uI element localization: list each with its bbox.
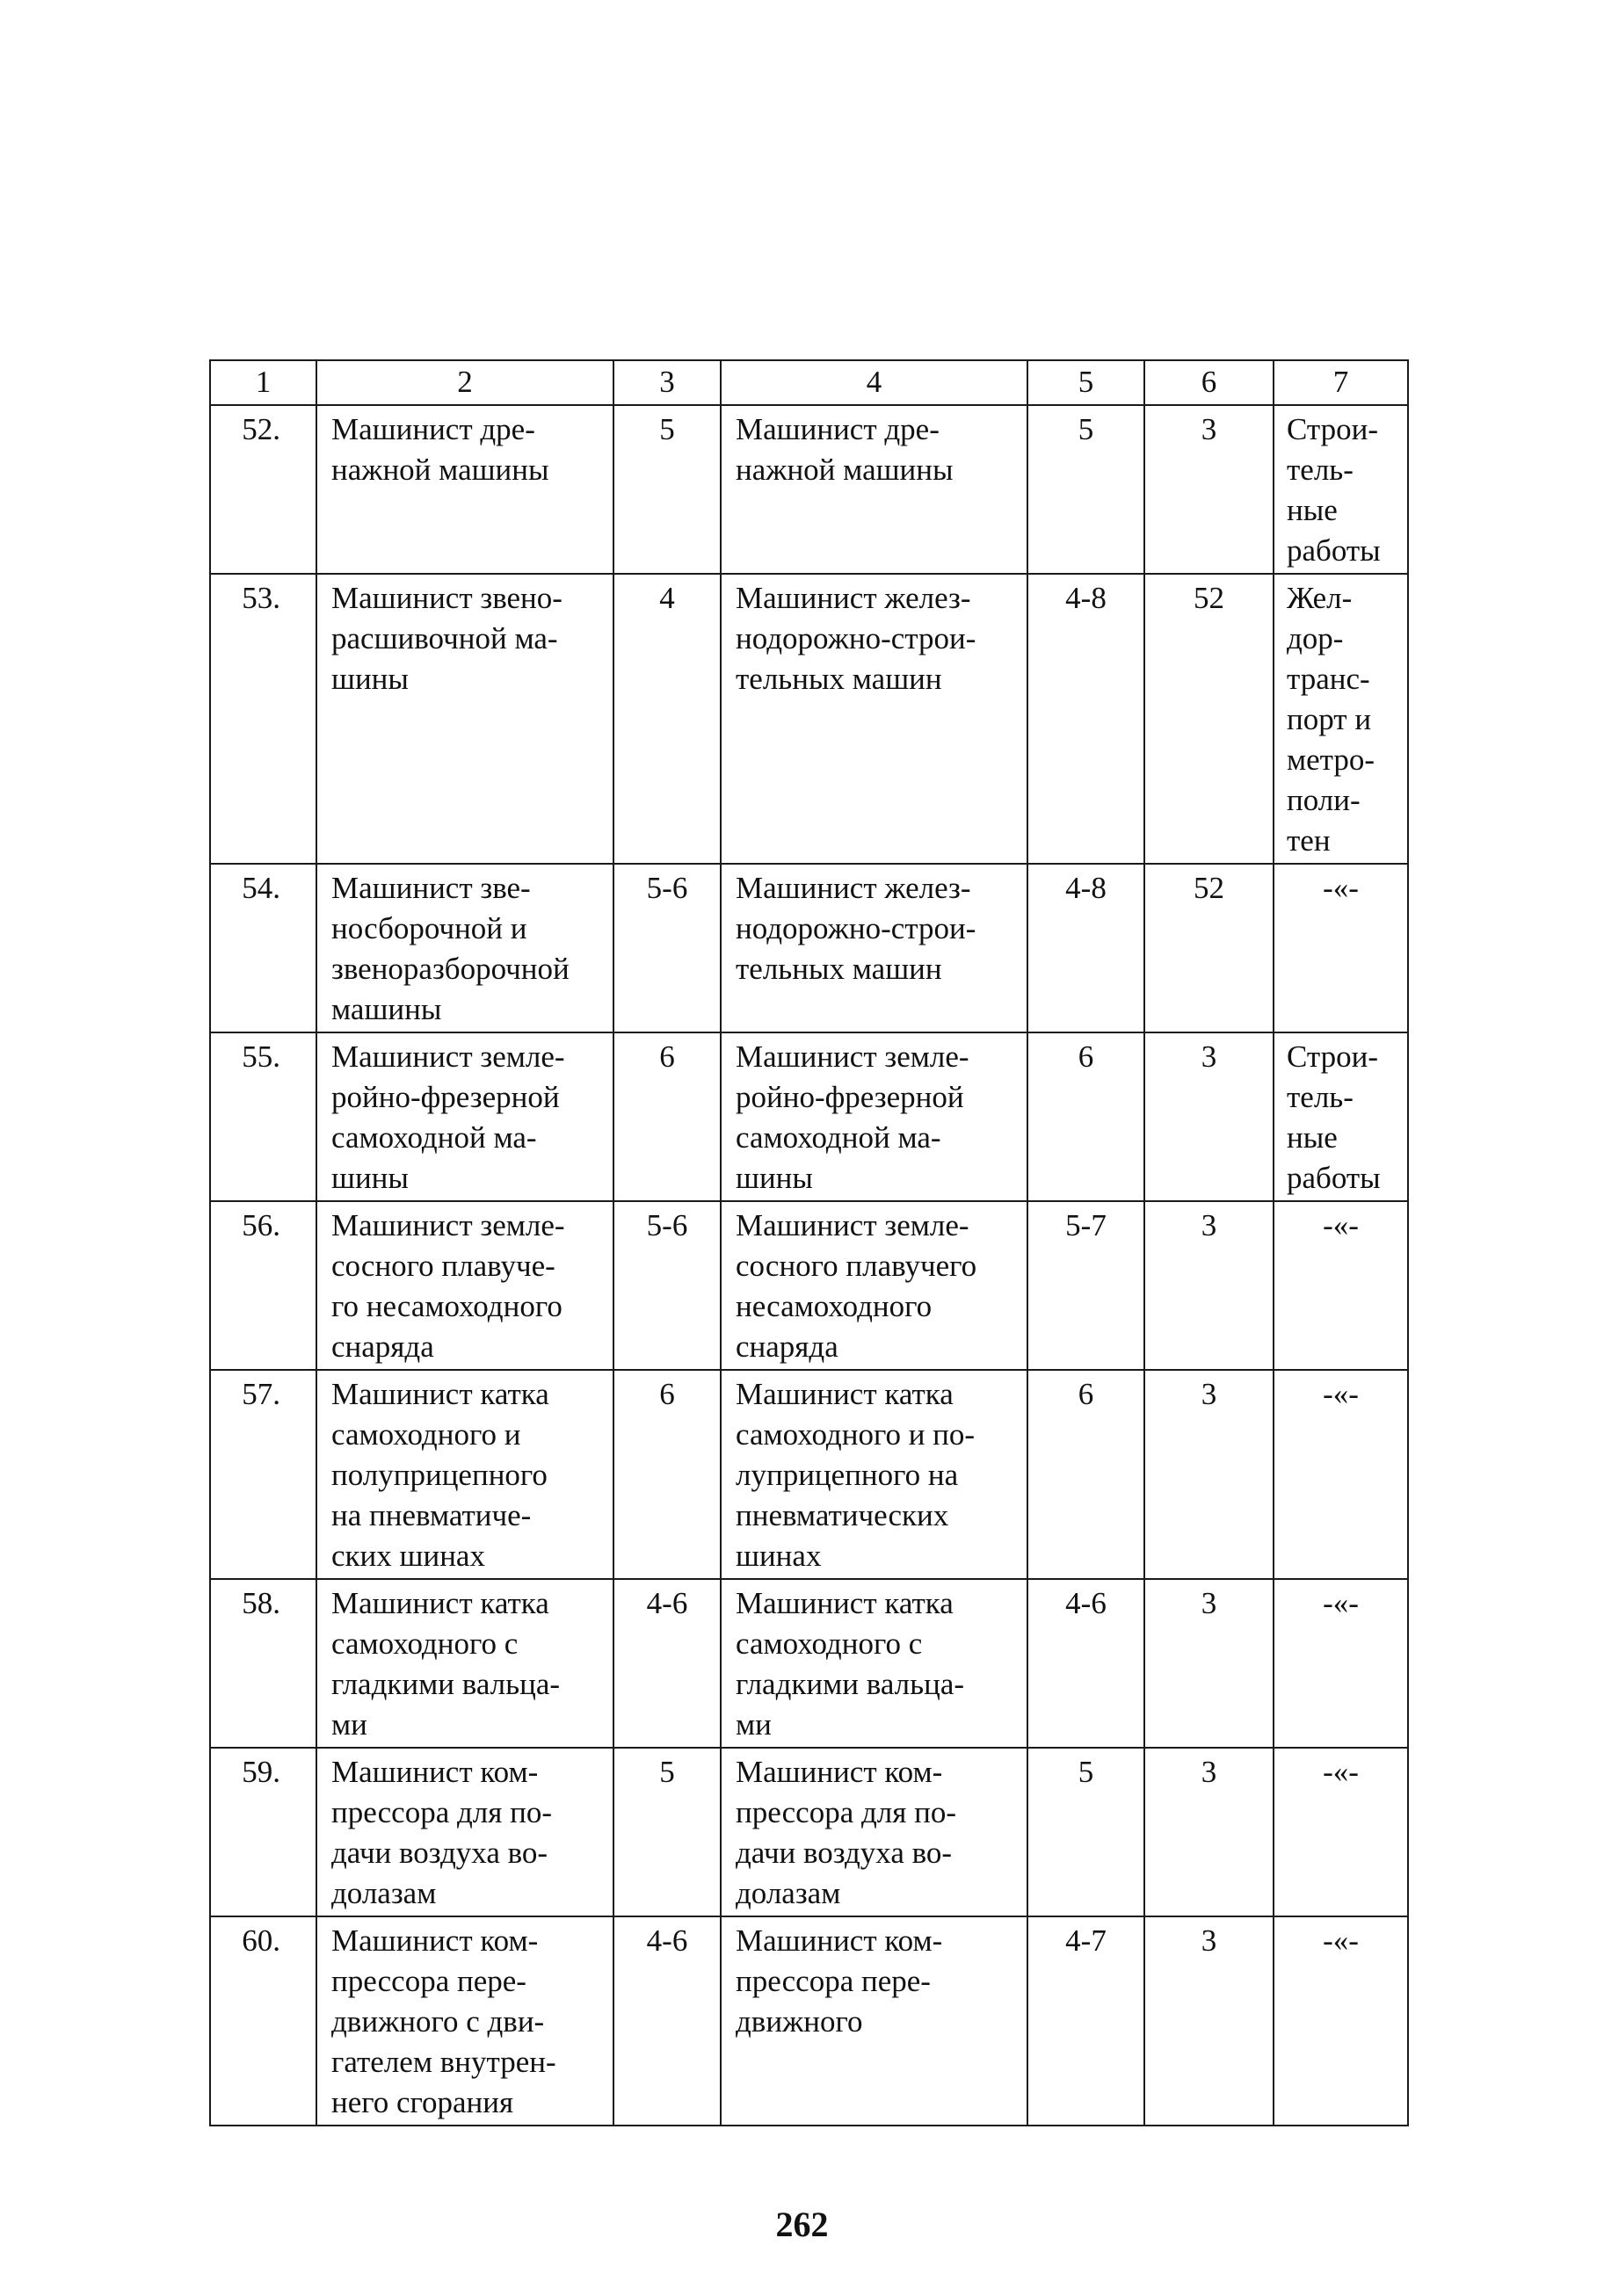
table-row — [210, 1370, 1408, 1579]
profession-name-cell: Машинист ком- прессора пере- движного с дви- гателем внутрен- него сгорания — [316, 1916, 613, 2126]
new-profession-name-cell: Машинист ком- прессора для по- дачи воздуха во- долазам — [721, 1748, 1027, 1916]
table-row — [210, 574, 1408, 864]
header-cell: 6 — [1144, 360, 1274, 405]
grade-cell: 5-6 — [613, 1201, 721, 1370]
sector-cell: Строи- тель- ные работы — [1274, 1032, 1408, 1201]
new-grade-cell: 5 — [1027, 405, 1144, 574]
row-number-cell: 54. — [210, 864, 316, 1032]
row-number-cell: 59. — [210, 1748, 316, 1916]
row-number-cell: 55. — [210, 1032, 316, 1201]
table-row — [210, 1201, 1408, 1370]
row-number-cell: 57. — [210, 1370, 316, 1579]
sector-cell: -«- — [1274, 1201, 1408, 1370]
sector-cell: -«- — [1274, 1370, 1408, 1579]
header-cell: 1 — [210, 360, 316, 405]
new-grade-cell: 4-8 — [1027, 574, 1144, 864]
reference-cell: 3 — [1144, 1032, 1274, 1201]
sector-cell: Жел- дор- транс- порт и метро- поли- тен — [1274, 574, 1408, 864]
new-profession-name-cell: Машинист желез- нодорожно-строи- тельных машин — [721, 864, 1027, 1032]
header-cell: 5 — [1027, 360, 1144, 405]
row-number-cell: 52. — [210, 405, 316, 574]
reference-cell: 3 — [1144, 1370, 1274, 1579]
header-cell: 4 — [721, 360, 1027, 405]
profession-name-cell: Машинист катка самоходного и полуприцепного на пневматиче- ских шинах — [316, 1370, 613, 1579]
new-grade-cell: 6 — [1027, 1032, 1144, 1201]
new-grade-cell: 5 — [1027, 1748, 1144, 1916]
reference-cell: 3 — [1144, 1201, 1274, 1370]
sector-cell: -«- — [1274, 1579, 1408, 1748]
sector-cell: -«- — [1274, 864, 1408, 1032]
new-profession-name-cell: Машинист катка самоходного с гладкими вальца- ми — [721, 1579, 1027, 1748]
grade-cell: 5 — [613, 405, 721, 574]
reference-cell: 52 — [1144, 574, 1274, 864]
row-number-cell: 58. — [210, 1579, 316, 1748]
header-cell: 3 — [613, 360, 721, 405]
profession-name-cell: Машинист дре- нажной машины — [316, 405, 613, 574]
grade-cell: 4 — [613, 574, 721, 864]
new-grade-cell: 4-6 — [1027, 1579, 1144, 1748]
header-row — [210, 360, 1408, 405]
grade-cell: 4-6 — [613, 1579, 721, 1748]
profession-name-cell: Машинист катка самоходного с гладкими вальца- ми — [316, 1579, 613, 1748]
new-profession-name-cell: Машинист катка самоходного и по- луприцепного на пневматических шинах — [721, 1370, 1027, 1579]
table-row — [210, 405, 1408, 574]
header-cell: 2 — [316, 360, 613, 405]
sector-cell: -«- — [1274, 1916, 1408, 2126]
reference-cell: 52 — [1144, 864, 1274, 1032]
reference-cell: 3 — [1144, 1748, 1274, 1916]
grade-cell: 5-6 — [613, 864, 721, 1032]
profession-name-cell: Машинист земле- сосного плавуче- го несамоходного снаряда — [316, 1201, 613, 1370]
row-number-cell: 56. — [210, 1201, 316, 1370]
profession-name-cell: Машинист ком- прессора для по- дачи воздуха во- долазам — [316, 1748, 613, 1916]
table-row — [210, 1579, 1408, 1748]
new-profession-name-cell: Машинист ком- прессора пере- движного — [721, 1916, 1027, 2126]
new-profession-name-cell: Машинист дре- нажной машины — [721, 405, 1027, 574]
table-row — [210, 1916, 1408, 2126]
grade-cell: 6 — [613, 1032, 721, 1201]
new-profession-name-cell: Машинист земле- ройно-фрезерной самоходной ма- шины — [721, 1032, 1027, 1201]
row-number-cell: 60. — [210, 1916, 316, 2126]
profession-table — [209, 359, 1409, 2126]
page-number: 262 — [775, 2205, 829, 2244]
new-grade-cell: 4-7 — [1027, 1916, 1144, 2126]
new-grade-cell: 4-8 — [1027, 864, 1144, 1032]
profession-name-cell: Машинист зве- носборочной и звеноразборочной машины — [316, 864, 613, 1032]
reference-cell: 3 — [1144, 1579, 1274, 1748]
new-grade-cell: 5-7 — [1027, 1201, 1144, 1370]
new-profession-name-cell: Машинист земле- сосного плавучего несамоходного снаряда — [721, 1201, 1027, 1370]
new-grade-cell: 6 — [1027, 1370, 1144, 1579]
profession-name-cell: Машинист земле- ройно-фрезерной самоходной ма- шины — [316, 1032, 613, 1201]
grade-cell: 6 — [613, 1370, 721, 1579]
table-row — [210, 1748, 1408, 1916]
sector-cell: -«- — [1274, 1748, 1408, 1916]
header-cell: 7 — [1274, 360, 1408, 405]
grade-cell: 4-6 — [613, 1916, 721, 2126]
sector-cell: Строи- тель- ные работы — [1274, 405, 1408, 574]
grade-cell: 5 — [613, 1748, 721, 1916]
table-row — [210, 864, 1408, 1032]
reference-cell: 3 — [1144, 1916, 1274, 2126]
table-row — [210, 1032, 1408, 1201]
new-profession-name-cell: Машинист желез- нодорожно-строи- тельных машин — [721, 574, 1027, 864]
reference-cell: 3 — [1144, 405, 1274, 574]
profession-name-cell: Машинист звено- расшивочной ма- шины — [316, 574, 613, 864]
row-number-cell: 53. — [210, 574, 316, 864]
